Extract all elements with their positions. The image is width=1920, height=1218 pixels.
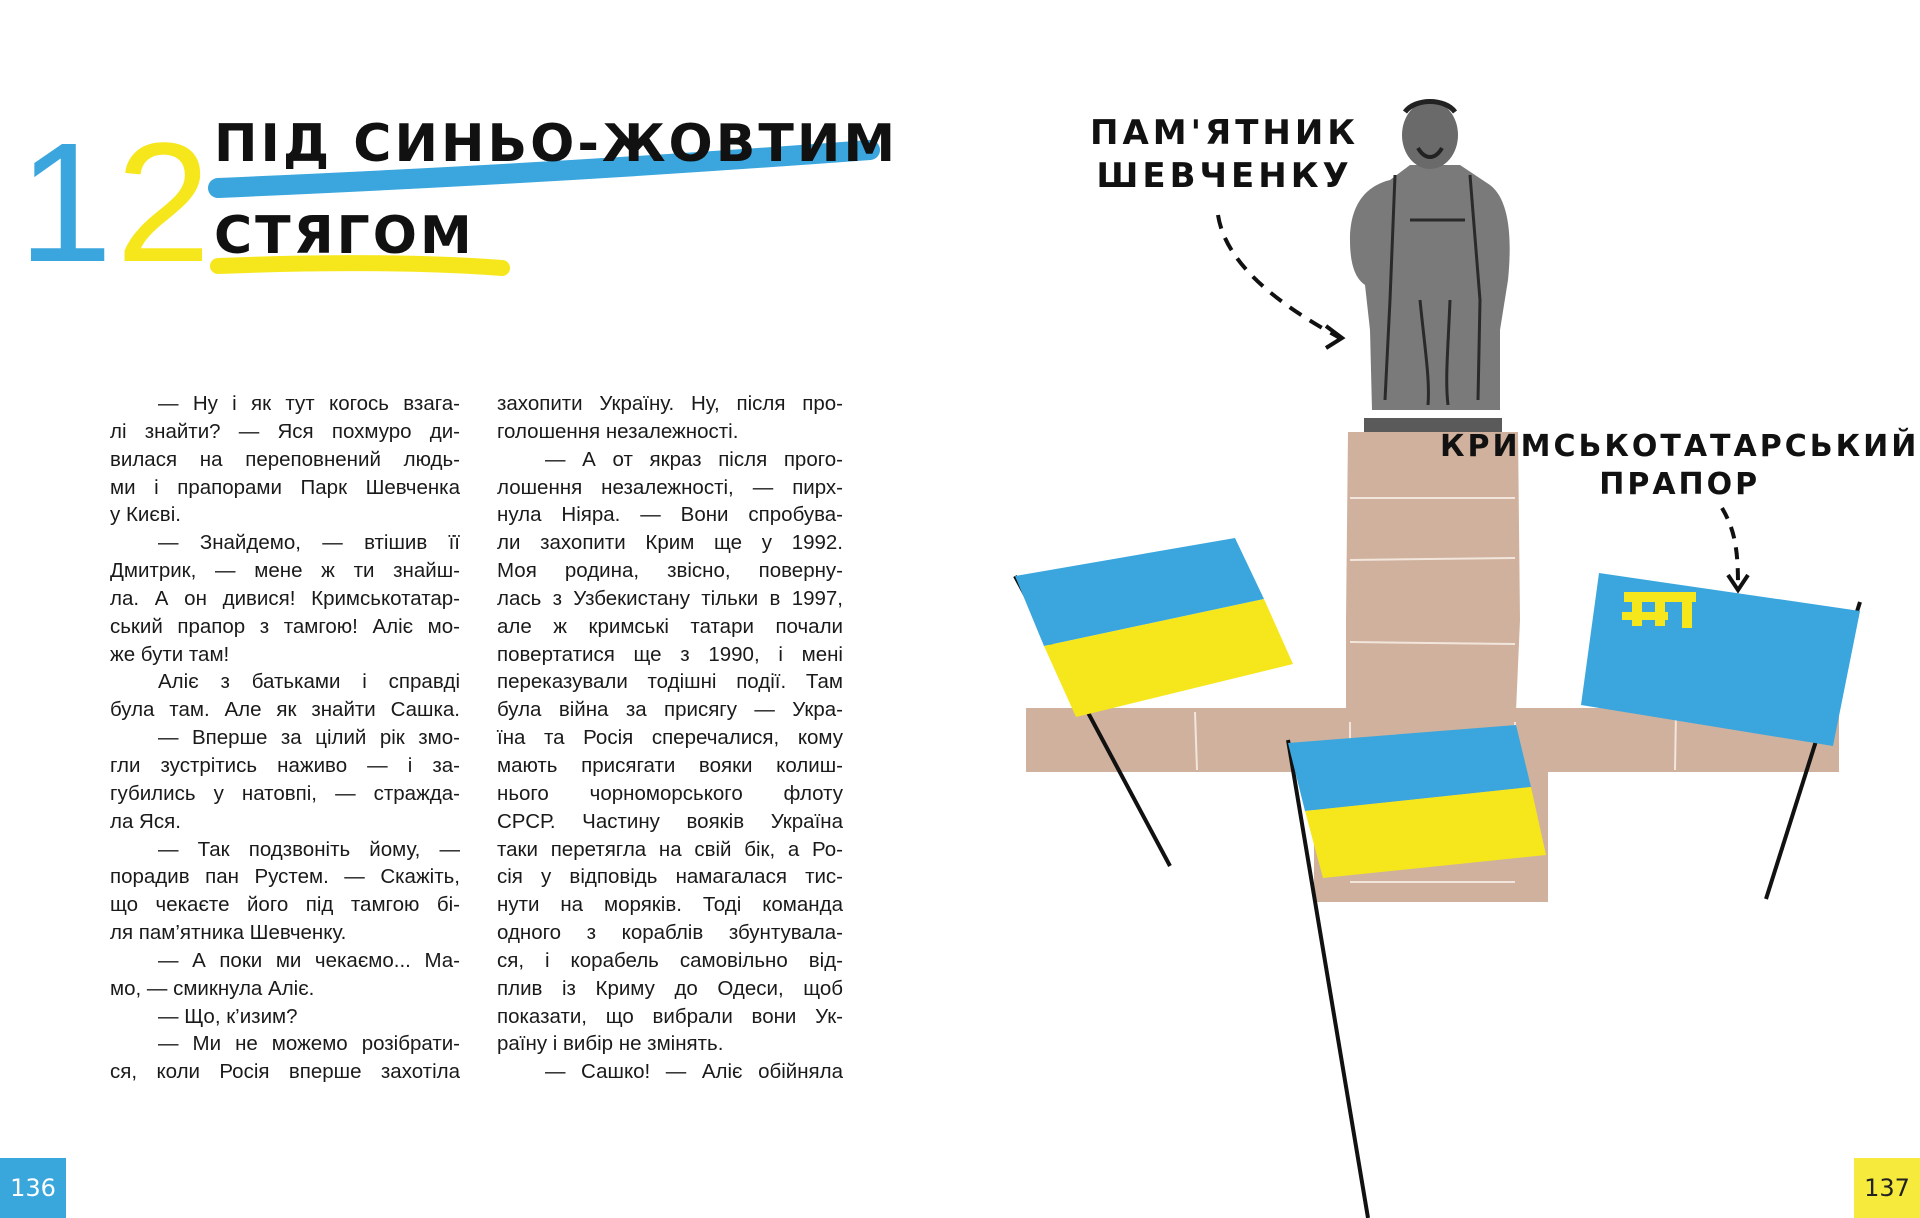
text-line: мо, — смикнула Аліє.	[110, 976, 315, 1000]
page-number-right: 137	[1854, 1158, 1920, 1218]
text-line: нула Ніяра. — Вони спробува-	[497, 503, 843, 527]
text-line: — Вперше за цілий рік змо-	[158, 726, 460, 750]
text-line: у Києві.	[110, 503, 181, 527]
text-line: показати, що вибрали вони Ук-	[497, 1004, 843, 1028]
text-line: але ж кримські татари почали	[497, 614, 843, 638]
text-line: їна та Росія сперечалися, кому	[497, 726, 843, 750]
label-shevchenko-monument	[1090, 112, 1359, 197]
text-line: мають присягати вояки колиш-	[497, 753, 843, 777]
ukrainian-flag-left	[1015, 538, 1293, 866]
text-line: повертатися ще з 1990, і мені	[497, 642, 843, 666]
page-number-left: 136	[0, 1158, 66, 1218]
text-line: ми і прапорами Парк Шевченка	[110, 475, 460, 499]
text-line: ля пам’ятника Шевченку.	[110, 921, 347, 945]
label-flag-line-1: КРИМСЬКОТАТАРСЬКИЙ	[1440, 429, 1920, 464]
text-line: раїну і вибір не змінять.	[497, 1032, 724, 1056]
text-line: голошення незалежності.	[497, 419, 739, 443]
text-line: нього чорноморського флоту	[497, 781, 843, 805]
text-line: гли зустрітись наживо — і за-	[110, 753, 460, 777]
text-line: — А от якраз після прого-	[545, 447, 843, 471]
shevchenko-statue	[1350, 101, 1510, 432]
text-line: нути на моряків. Тоді команда	[497, 893, 843, 917]
text-line: Моя родина, звісно, поверну-	[497, 559, 843, 583]
label-crimean-tatar-flag	[1440, 428, 1919, 503]
text-line: — Так подзвоніть йому, —	[158, 837, 460, 861]
text-line: ся, і корабель самовільно від-	[497, 948, 843, 972]
text-line: переказували тодішні події. Там	[497, 670, 843, 694]
text-line: одного з кораблів збунтувала-	[497, 921, 843, 945]
text-line: вилася на переповнений людь-	[110, 447, 460, 471]
text-line: захопити Україну. Ну, після про-	[497, 392, 843, 415]
chapter-number-digit-2: 2	[116, 108, 211, 298]
text-line: ла Яся.	[110, 809, 181, 833]
text-line: лі знайти? — Яся похмуро ди-	[110, 419, 460, 443]
text-line: сія у відповідь намагалася тис-	[497, 865, 843, 889]
text-line: що чекаєте його під тамгою бі-	[110, 893, 460, 917]
tamga-icon	[1622, 592, 1696, 628]
text-line: — Ми не можемо розібрати-	[158, 1032, 460, 1056]
ukrainian-flag-center	[1288, 725, 1546, 1218]
chapter-title-line-2: СТЯГОМ	[214, 206, 475, 266]
arrow-to-flag	[1722, 508, 1738, 585]
text-line: — Що, к’изим?	[158, 1004, 298, 1028]
text-line: ся, коли Росія вперше захотіла	[110, 1060, 460, 1084]
text-line: Дмитрик, — мене ж ти знайш-	[110, 559, 460, 583]
text-line: ли захопити Крим ще у 1992.	[497, 531, 843, 555]
label-flag-line-2: ПРАПОР	[1599, 466, 1761, 502]
text-line: — А поки ми чекаємо... Ма-	[158, 948, 460, 972]
text-line: була війна за присягу — Укра-	[497, 698, 843, 722]
text-line: лась з Узбекистану тільки в 1997,	[497, 586, 843, 610]
arrow-to-monument	[1218, 215, 1340, 338]
text-line: губились у натовпі, — стражда-	[110, 781, 460, 805]
label-monument-line-1: ПАМ'ЯТНИК	[1090, 113, 1360, 153]
text-line: лошення незалежності, — пирх-	[497, 475, 843, 499]
text-line: ський прапор з тамгою! Аліє мо-	[110, 614, 460, 638]
text-line: таки перетягла на свій бік, а Ро-	[497, 837, 843, 861]
text-line: СРСР. Частину вояків Україна	[497, 809, 843, 833]
chapter-number-digit-1: 1	[18, 108, 113, 298]
text-line: порадив пан Рустем. — Скажіть,	[110, 865, 460, 889]
text-line: ла. А он дивися! Кримськотатар-	[110, 586, 460, 610]
text-line: — Ну і як тут когось взага-	[158, 392, 460, 415]
text-line: плив із Криму до Одеси, щоб	[497, 976, 843, 1000]
chapter-title-line-1: ПІД СИНЬО-ЖОВТИМ	[214, 114, 899, 174]
label-monument-line-2: ШЕВЧЕНКУ	[1096, 155, 1353, 196]
text-line: же бути там!	[110, 642, 230, 666]
arrow-to-monument-head	[1326, 326, 1342, 348]
text-line: була там. Але як знайти Сашка.	[110, 698, 460, 722]
text-line: — Сашко! — Аліє обійняла	[545, 1060, 843, 1084]
text-line: Аліє з батьками і справді	[158, 670, 460, 694]
text-line: — Знайдемо, — втішив її	[158, 531, 460, 555]
